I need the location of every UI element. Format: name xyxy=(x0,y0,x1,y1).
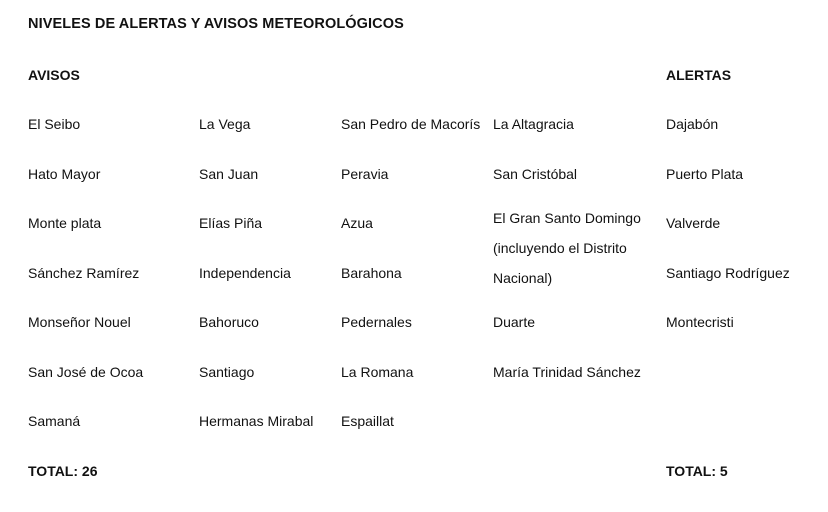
totals-row xyxy=(28,446,818,496)
page-title: NIVELES DE ALERTAS Y AVISOS METEOROLÓGICOS xyxy=(28,16,404,32)
aviso-province: Santiago xyxy=(199,363,255,380)
aviso-province: Monte plata xyxy=(28,215,102,232)
aviso-province: Monseñor Nouel xyxy=(28,314,131,331)
aviso-province: La Vega xyxy=(199,116,251,133)
aviso-province: San Pedro de Macorís xyxy=(341,116,481,133)
table-header-row xyxy=(28,50,818,100)
aviso-province: San Juan xyxy=(199,165,259,182)
aviso-province: Independencia xyxy=(199,264,291,281)
aviso-province: La Romana xyxy=(341,363,414,380)
aviso-province: Elías Piña xyxy=(199,215,263,232)
alertas-header: ALERTAS xyxy=(666,66,732,83)
table-row xyxy=(28,149,818,199)
aviso-province: Peravia xyxy=(341,165,389,182)
aviso-province: El Seibo xyxy=(28,116,81,133)
table-row xyxy=(28,298,818,348)
table-row xyxy=(28,397,818,447)
aviso-province: San Cristóbal xyxy=(493,165,578,182)
aviso-province: Hermanas Mirabal xyxy=(199,413,314,430)
alert-levels-table xyxy=(28,50,818,496)
table-row xyxy=(28,248,818,298)
alerta-province: Valverde xyxy=(666,215,721,232)
avisos-header: AVISOS xyxy=(28,66,80,83)
table-row xyxy=(28,347,818,397)
aviso-province: El Gran Santo Domingo (incluyendo el Distrito Nacional) xyxy=(493,210,641,286)
alerta-province: Santiago Rodríguez xyxy=(666,264,790,281)
avisos-total: TOTAL: 26 xyxy=(28,462,98,479)
alerta-province: Puerto Plata xyxy=(666,165,744,182)
aviso-province: Barahona xyxy=(341,264,402,281)
alertas-total: TOTAL: 5 xyxy=(666,462,728,479)
aviso-province: Sánchez Ramírez xyxy=(28,264,140,281)
aviso-province: Duarte xyxy=(493,314,536,331)
aviso-province: La Altagracia xyxy=(493,116,574,133)
aviso-province: Hato Mayor xyxy=(28,165,101,182)
aviso-province: Pedernales xyxy=(341,314,412,331)
table-row xyxy=(28,199,818,249)
aviso-province: Espaillat xyxy=(341,413,394,430)
aviso-province: María Trinidad Sánchez xyxy=(493,363,641,380)
aviso-province: Bahoruco xyxy=(199,314,259,331)
alerta-province: Dajabón xyxy=(666,116,719,133)
aviso-province: Samaná xyxy=(28,413,81,430)
alerta-province: Montecristi xyxy=(666,314,734,331)
table-row xyxy=(28,100,818,150)
aviso-province: San José de Ocoa xyxy=(28,363,144,380)
aviso-province: Azua xyxy=(341,215,373,232)
